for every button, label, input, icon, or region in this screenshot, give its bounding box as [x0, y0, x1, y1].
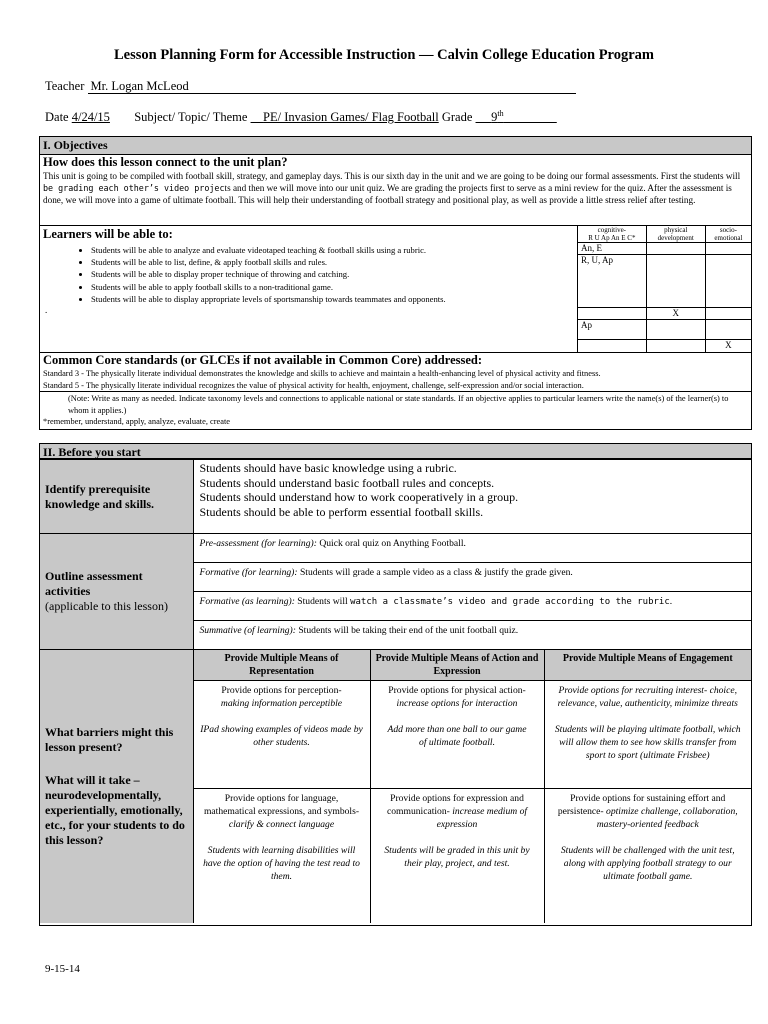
pre-assessment[interactable]: [193, 534, 751, 563]
formative-as-mono: watch a classmate’s video and grade according to the rubric: [350, 597, 670, 607]
unit-connection-text-1: This unit is going to be compiled with football skill, strategy, and gameplay days. This is our sixth day in the unit and we are going to be doing our formal assessments. First the students will: [43, 171, 741, 181]
socio-header: [705, 226, 751, 243]
objective-item: • Students will be able to apply football skills to a non-traditional game.: [91, 281, 573, 293]
subject-value: PE/ Invasion Games/ Flag Football: [263, 110, 439, 125]
pre-assessment-text: Quick oral quiz on Anything Football.: [316, 538, 466, 549]
udl-language-cell[interactable]: [193, 789, 370, 923]
summative-label: Summative (of learning):: [199, 625, 296, 636]
domain-cell-cognitive[interactable]: [578, 339, 647, 352]
objective-item: • Students will be able to display appropriate levels of sportsmanship towards teammates and opponents.: [91, 293, 573, 305]
udl-language-plain: Provide options for language, mathematical expressions, and symbols-: [203, 793, 360, 817]
udl-sustaining-cell[interactable]: [544, 789, 751, 923]
objectives-section: [39, 136, 752, 430]
domain-cell-cognitive[interactable]: [578, 307, 647, 319]
udl-language-detail: Students with learning disabilities will have the option of having the test read to them.: [203, 845, 360, 882]
domain-cell-physical[interactable]: [646, 319, 705, 339]
learners-area: [40, 225, 751, 353]
note-label: (Note: [68, 394, 88, 403]
prereq-line: Students should understand how to work cooperatively in a group.: [199, 490, 519, 504]
teacher-label: Teacher: [45, 79, 85, 93]
udl-recruiting-italic: Provide options for recruiting interest- choice, relevance, value, authenticity, minimize threats: [557, 685, 738, 709]
domain-cell-socio[interactable]: [705, 255, 751, 307]
unit-connection-text-mono: be grading each other’s video projec: [43, 183, 225, 193]
socio-header-label: socio-: [719, 226, 737, 234]
grade-value: 9: [491, 110, 498, 125]
formative-as-text: Students will: [294, 596, 351, 607]
physical-header: [646, 226, 705, 243]
prereq-label: Identify prerequisite knowledge and skills.: [40, 460, 193, 534]
domain-cell-physical[interactable]: [646, 339, 705, 352]
prereq-line: Students should have basic knowledge using a rubric.: [199, 461, 457, 475]
standards-area: [40, 352, 751, 430]
udl-physical-plain: Provide options for physical action-: [388, 685, 526, 696]
assessment-label-plain: (applicable to this lesson): [45, 599, 168, 613]
objective-item: • Students will be able to display proper technique of throwing and catching.: [91, 268, 573, 280]
teacher-field[interactable]: [88, 79, 576, 94]
physical-header-sub: development: [657, 234, 694, 242]
formative-as-learning[interactable]: [193, 592, 751, 621]
udl-expression-detail: Students will be graded in this unit by their play, project, and test.: [384, 845, 530, 869]
note-body: : Write as many as needed. Indicate taxonomy levels and connections to applicable national or state standards. If an objective applies to particular learners write the name(s) of the learner(s) to whom it applies.): [68, 394, 729, 415]
unit-connection: [40, 155, 751, 206]
before-header: II. Before you start: [40, 444, 751, 459]
date-value[interactable]: 4/24/15: [71, 110, 110, 125]
domain-cell-physical[interactable]: X: [646, 307, 705, 319]
domain-cell-physical[interactable]: [646, 243, 705, 255]
formative-for-label: Formative (for learning):: [199, 567, 298, 578]
cognitive-header-sub: R U Ap An E C*: [588, 234, 636, 242]
page-title: Lesson Planning Form for Accessible Instruction — Calvin College Education Program: [114, 47, 654, 63]
domain-cell-socio[interactable]: X: [705, 339, 751, 352]
udl-perception-cell[interactable]: [193, 681, 370, 789]
domain-table: [577, 225, 752, 353]
prereq-line: Students should understand basic football rules and concepts.: [199, 475, 495, 490]
pre-assessment-label: Pre-assessment (for learning):: [199, 538, 317, 549]
udl-sustaining-italic: optimize challenge, collaboration, mastery-oriented feedback: [596, 806, 738, 830]
objectives-list: [43, 244, 573, 305]
grade-field[interactable]: [476, 110, 557, 124]
date-label: Date: [45, 110, 69, 125]
barriers-label: [40, 650, 193, 923]
prereq-content[interactable]: [193, 460, 751, 534]
domain-cell-socio[interactable]: [705, 243, 751, 255]
udl-expression-cell[interactable]: [370, 789, 544, 923]
formative-for-text: Students will grade a sample video as a class & justify the grade given.: [297, 567, 573, 578]
note-text: [40, 391, 751, 416]
udl-header-representation: Provide Multiple Means of Representation: [193, 650, 370, 681]
grade-label: Grade: [441, 110, 473, 125]
before-section: [39, 443, 752, 926]
domain-cell-cognitive[interactable]: Ap: [578, 319, 647, 339]
unit-connection-title: How does this lesson connect to the unit plan?: [43, 155, 288, 169]
formative-as-label: Formative (as learning):: [199, 596, 295, 607]
standard-3: Standard 3 - The physically literate individual demonstrates the knowledge and skills to achieve and maintain a health-enhancing level of physical activity and fitness.: [43, 369, 601, 378]
domain-cell-physical[interactable]: [646, 255, 705, 307]
formative-as-after: .: [669, 596, 673, 607]
footer-date: 9-15-14: [45, 963, 80, 975]
udl-header-action: Provide Multiple Means of Action and Expression: [370, 650, 544, 681]
learners-title: Learners will be able to:: [43, 227, 173, 241]
udl-recruiting-detail: Students will be playing ultimate football, which will allow them to see how skills transfer from sport to sport (ultimate Frisbee): [554, 724, 741, 761]
unit-connection-text: [43, 170, 748, 206]
barriers-question-2: What will it take – neurodevelopmentally, experientially, emotionally, etc., for your students to do this lesson?: [45, 772, 185, 847]
date-row: [45, 109, 557, 125]
cognitive-header-label: cognitive-: [597, 226, 627, 234]
udl-expression-plain: Provide options for expression and communication-: [386, 793, 524, 817]
domain-cell-socio[interactable]: [705, 319, 751, 339]
list-dot: .: [45, 305, 48, 316]
subject-field[interactable]: [251, 110, 439, 124]
udl-expression-italic: increase medium of expression: [436, 806, 528, 830]
summative-text: Students will be taking their end of the unit football quiz.: [295, 625, 519, 636]
udl-language-italic: clarify & connect language: [228, 819, 335, 830]
udl-physical-detail: Add more than one ball to our game of ultimate football.: [387, 724, 527, 748]
domain-cell-socio[interactable]: [705, 307, 751, 319]
standards-title: Common Core standards (or GLCEs if not available in Common Core) addressed:: [43, 353, 483, 367]
standard-5: Standard 5 - The physically literate individual recognizes the value of physical activity for health, enjoyment, challenge, self-expression and/or social interaction.: [43, 380, 584, 390]
physical-header-label: physical: [664, 226, 688, 234]
taxonomy-note: *remember, understand, apply, analyze, evaluate, create: [43, 417, 230, 426]
prereq-line: Students should be able to perform essential football skills.: [199, 504, 484, 519]
udl-perception-italic: making information perceptible: [220, 698, 343, 709]
socio-header-sub: emotional: [714, 234, 743, 242]
udl-physical-action-cell[interactable]: [370, 681, 544, 789]
domain-cell-cognitive[interactable]: An, E: [578, 243, 647, 255]
objective-item: • Students will be able to analyze and evaluate videotaped teaching & football skills using a rubric.: [91, 244, 573, 256]
summative[interactable]: [193, 621, 751, 650]
domain-cell-cognitive[interactable]: R, U, Ap: [578, 255, 647, 307]
objective-item: • Students will be able to list, define, & apply football skills and rules.: [91, 256, 573, 268]
assessment-label-bold: Outline assessment activities: [45, 569, 143, 598]
objectives-header: I. Objectives: [40, 137, 751, 155]
cognitive-header: [578, 226, 647, 243]
udl-sustaining-detail: Students will be challenged with the unit test, along with applying football strategy to our ultimate football game.: [560, 845, 735, 882]
unit-connection-text-2: ts and then we will move into our unit quiz. We are grading the projects first to serve as a mini review for the quiz. After the assessment is done, we will move into a game of ultimate football. This will help their understanding of football strategy and positional play, as well as provide a little stress relief after testing.: [43, 183, 732, 205]
udl-header-engagement: Provide Multiple Means of Engagement: [544, 650, 751, 681]
barriers-question-1: What barriers might this lesson present?: [45, 724, 174, 754]
teacher-row: [45, 79, 576, 94]
udl-recruiting-cell[interactable]: [544, 681, 751, 789]
subject-label: Subject/ Topic/ Theme: [134, 110, 248, 125]
udl-perception-detail: IPad showing examples of videos made by other students.: [200, 724, 363, 748]
learners-block: [43, 227, 573, 315]
formative-for-learning[interactable]: [193, 563, 751, 592]
assessment-label: [40, 534, 193, 650]
teacher-value: Mr. Logan McLeod: [90, 79, 189, 93]
udl-sustaining-plain: Provide options for sustaining effort and persistence-: [557, 793, 726, 817]
udl-perception-plain: Provide options for perception-: [221, 685, 342, 696]
grade-sup: th: [497, 109, 504, 118]
udl-physical-italic: increase options for interaction: [396, 698, 518, 709]
before-table: [40, 459, 751, 923]
